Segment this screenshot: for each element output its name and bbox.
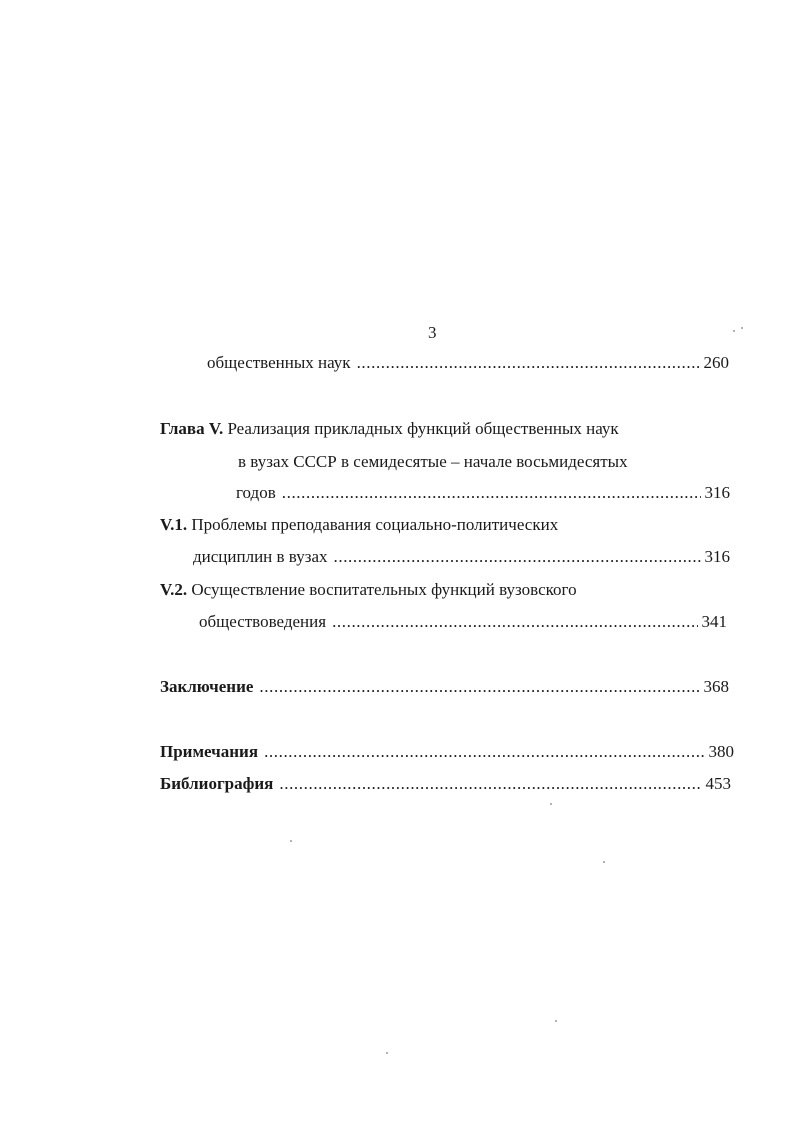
toc-chapter-5-line1 <box>160 419 720 439</box>
toc-entry-social-sciences <box>207 353 729 373</box>
toc-entry-bibliography <box>160 774 731 794</box>
toc-notes-text: Примечания <box>160 742 259 761</box>
toc-section-v2-page: 341 <box>701 612 727 631</box>
toc-conclusion-page: 368 <box>703 677 729 696</box>
toc-chapter-5-title-part2: в вузах СССР в семидесятые – начале восьмидесятых <box>238 452 628 471</box>
toc-leader-dots <box>264 742 704 762</box>
scan-speck <box>555 1020 557 1022</box>
scan-speck <box>290 840 292 842</box>
toc-bibliography-text: Библиография <box>160 774 274 793</box>
toc-chapter-5-title-part3: годов <box>236 483 276 502</box>
toc-entry-page: 260 <box>703 353 729 372</box>
toc-section-v1-line1 <box>160 515 720 535</box>
toc-leader-dots <box>334 547 701 567</box>
toc-chapter-5-title-part1: Реализация прикладных функций общественных наук <box>227 419 619 438</box>
toc-conclusion-text: Заключение <box>160 677 254 696</box>
toc-leader-dots <box>357 353 700 373</box>
toc-leader-dots <box>282 483 701 503</box>
toc-chapter-5-page: 316 <box>704 483 730 502</box>
toc-section-v2-line1 <box>160 580 720 600</box>
toc-section-v2-prefix: V.2. <box>160 580 188 599</box>
toc-leader-dots <box>279 774 701 794</box>
toc-section-v1-page: 316 <box>704 547 730 566</box>
toc-entry-text: общественных наук <box>207 353 351 372</box>
toc-bibliography-page: 453 <box>705 774 731 793</box>
toc-entry-conclusion <box>160 677 729 697</box>
page-number: 3 <box>428 323 437 342</box>
toc-section-v1-title-part1: Проблемы преподавания социально-политических <box>191 515 559 534</box>
toc-section-v1-title-part2: дисциплин в вузах <box>193 547 328 566</box>
scan-speck <box>550 803 552 805</box>
toc-chapter-5-line3 <box>236 483 730 503</box>
toc-leader-dots <box>259 677 699 697</box>
toc-section-v2-title-part1: Осуществление воспитательных функций вузовского <box>191 580 577 599</box>
toc-section-v2-title-part2: обществоведения <box>199 612 327 631</box>
toc-section-v1-prefix: V.1. <box>160 515 188 534</box>
toc-leader-dots <box>332 612 697 632</box>
toc-chapter-5-line2 <box>238 452 698 472</box>
scan-speck <box>603 861 605 863</box>
toc-notes-page: 380 <box>708 742 734 761</box>
scan-speck <box>741 327 743 329</box>
scan-speck <box>733 330 735 332</box>
toc-chapter-5-prefix: Глава V. <box>160 419 224 438</box>
toc-section-v2-line2 <box>199 612 727 632</box>
toc-entry-notes <box>160 742 734 762</box>
toc-section-v1-line2 <box>193 547 730 567</box>
scan-speck <box>386 1052 388 1054</box>
